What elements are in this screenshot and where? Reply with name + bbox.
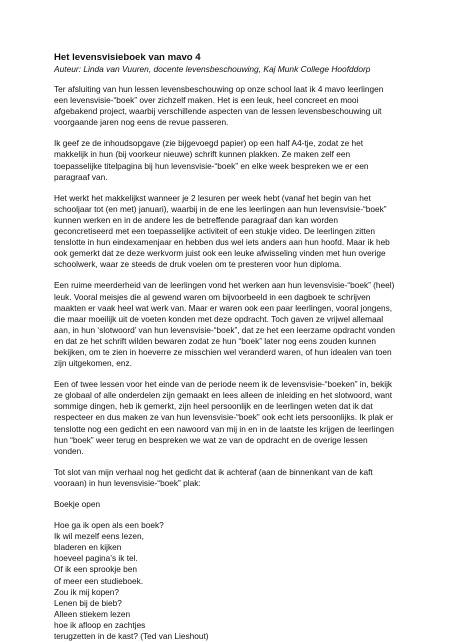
paragraph-line: leuk. Vooral meisjes die al gewend waren om bijvoorbeeld in een dagboek te schrijven bbox=[54, 291, 371, 302]
poem-line: Ik wil mezelf eens lezen, bbox=[54, 531, 144, 542]
paragraph bbox=[54, 467, 412, 489]
poem-line: terugzetten in de kast? (Ted van Lieshout) bbox=[54, 631, 209, 642]
paragraph-line: een levensvisie-“boek” over zichzelf maken. Het is een leuk, heel concreet en mooi bbox=[54, 95, 359, 106]
paragraph-line: afgebakend project, waarbij verschillende aspecten van de lessen levensbeschouwing uit bbox=[54, 106, 382, 117]
paragraph bbox=[54, 280, 412, 369]
paragraph-line: geconcretiseerd met een toepasselijke activiteit of een stukje video. De leerlingen zitten bbox=[54, 226, 375, 237]
paragraph-line: toepasselijke titelpagina bij hun levensvisie-“boek” en elke week bespreken we er een bbox=[54, 160, 369, 171]
poem-line: Alleen stiekem lezen bbox=[54, 608, 131, 619]
paragraph bbox=[54, 193, 412, 271]
paragraph-line: hun “boek” weer terug en bespreken we wat ze van de opdracht en de overige lessen bbox=[54, 434, 368, 445]
paragraph-line: en dat ze het schrift wilden bewaren zodat ze hun “boek” later nog eens zouden kunnen bbox=[54, 335, 376, 346]
paragraph-line: vooraan) in hun levensvisie-“boek” plak: bbox=[54, 477, 201, 488]
paragraph-line: tenslotte nog een gedicht en een nawoord van mij in en in de laatste les krijgen de leerlingen bbox=[54, 423, 394, 434]
paragraph-line: kunnen werken en in de andere les de betreffende paragraaf dan kan worden bbox=[54, 214, 338, 225]
poem-line: Zou ik mij kopen? bbox=[54, 586, 120, 597]
paragraph-line: schoolwerk, waar ze steeds de druk voelen om te presteren voor hun diploma. bbox=[54, 259, 342, 270]
paragraph-line: aan, in hun ‘slotwoord’ van hun levensvisie-“boek”, dat ze het een leerzame opdracht vonden bbox=[54, 324, 395, 335]
paragraph-line: Een of twee lessen voor het einde van de periode neem ik de levensvisie-“boeken” in, bekijk bbox=[54, 379, 393, 390]
paragraph-line: ze globaal of alle onderdelen zijn gemaakt en lees alleen de inleiding en het slotwoord, want bbox=[54, 390, 393, 401]
paragraph bbox=[54, 379, 412, 457]
paragraph-line: bekijken, om te zien in hoeverre ze misschien wel veranderd waren, of hun idealen van toen bbox=[54, 346, 392, 357]
paragraph bbox=[54, 84, 412, 128]
document-author-line: Auteur: Linda van Vuuren, docente levensbeschouwing, Kaj Munk College Hoofddorp bbox=[54, 64, 371, 74]
paragraph-line: vonden. bbox=[54, 445, 84, 456]
paragraph-line: makkelijk in hun (bij voorkeur nieuwe) schrift kunnen plakken. Ze maken zelf een bbox=[54, 149, 351, 160]
paragraph-line: schooljaar tot (en met) januari), waarbij in de ene les leerlingen aan hun levensvisie-“boek” bbox=[54, 203, 387, 214]
paragraph-line: ook gemerkt dat ze deze werkvorm juist ook een leuke afwisseling vinden met hun overige bbox=[54, 248, 386, 259]
paragraph-line: respecteer en dus maken ze van hun levensvisie-“boek” ook echt iets persoonlijks. Ik plak er bbox=[54, 412, 393, 423]
paragraph-line: paragraaf van. bbox=[54, 171, 108, 182]
paragraph-line: Ter afsluiting van hun lessen levensbeschouwing op onze school laat ik 4 mavo leerlingen bbox=[54, 84, 384, 94]
poem-line: hoe ik afloop en zachtjes bbox=[54, 619, 146, 630]
poem-line: bladeren en kijken bbox=[54, 542, 122, 553]
document-body bbox=[54, 84, 412, 489]
paragraph-line: tenslotte in hun eindexamenjaar en hebben dus wel iets anders aan hun hoofd. Maar ik heb bbox=[54, 237, 390, 248]
document-title: Het levensvisieboek van mavo 4 bbox=[54, 52, 201, 63]
poem-line: Hoe ga ik open als een boek? bbox=[54, 520, 164, 531]
paragraph-line: voorgaande jaren nog eens de revue passeren. bbox=[54, 117, 229, 128]
paragraph-line: Tot slot van mijn verhaal nog het gedicht dat ik achteraf (aan de binnenkant van de kaft bbox=[54, 466, 373, 477]
paragraph-line: Ik geef ze de inhoudsopgave (zie bijgevoegd papier) op een half A4-tje, zodat ze het bbox=[54, 138, 364, 149]
paragraph-line: zijn uitgekomen, enz. bbox=[54, 358, 132, 369]
poem-line: of meer een studieboek. bbox=[54, 575, 144, 586]
paragraph-line: Het werkt het makkelijkst wanneer je 2 lesuren per week hebt (vanaf het begin van het bbox=[54, 192, 371, 203]
paragraph-line: die maar moeilijk uit de voeten konden met deze opdracht. Toch gaven ze vrijwel allemaal bbox=[54, 313, 384, 324]
poem-line: hoeveel pagina’s ik tel. bbox=[54, 553, 138, 564]
poem bbox=[54, 520, 412, 642]
paragraph-line: sommige dingen, heb ik gemerkt, zijn heel persoonlijk en de leerlingen weten dat ik dat bbox=[54, 401, 373, 412]
poem-title: Boekje open bbox=[54, 499, 101, 509]
paragraph-line: Een ruime meerderheid van de leerlingen vond het werken aan hun levensvisie-“boek” (heel) bbox=[54, 280, 395, 291]
poem-line: Lenen bij de bieb? bbox=[54, 597, 122, 608]
paragraph-line: maakten er vaak heel wat werk van. Maar er waren ook een paar leerlingen, vooral jongens, bbox=[54, 302, 393, 313]
paragraph bbox=[54, 138, 412, 182]
poem-line: Of ik een sprookje ben bbox=[54, 564, 138, 575]
